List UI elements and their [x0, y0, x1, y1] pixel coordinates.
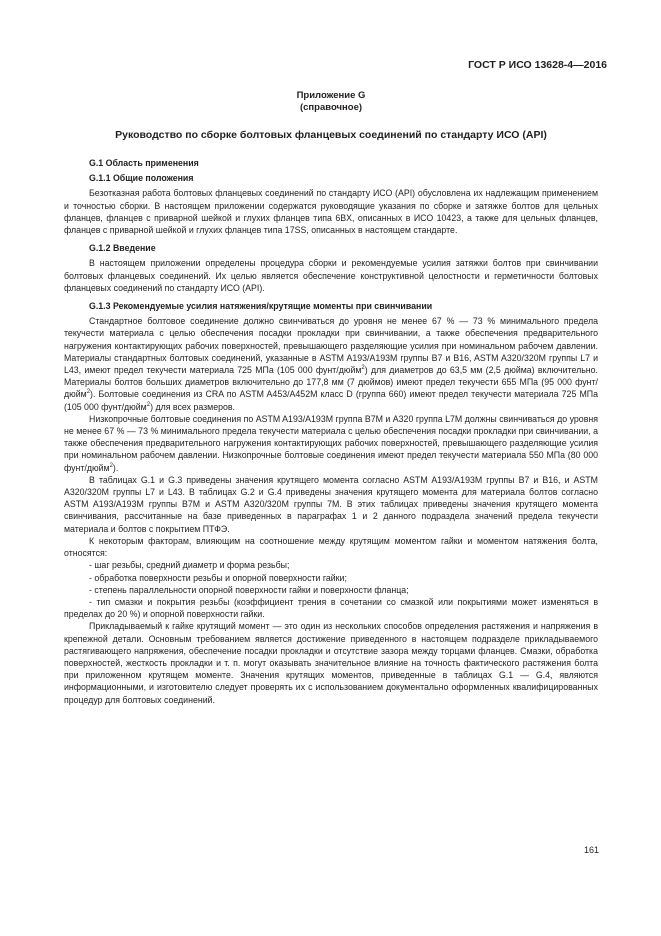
factors-list: [64, 559, 598, 620]
document-body: [64, 157, 598, 706]
paragraph-low-strength-bolting: Низкопрочные болтовые соединения по ASTM A193/A193M группа B7M и A320 группа L7M должны свинчиваться до уровня не менее 67 % — 73 % минимального предела текучести материала с целью обеспечения посадки прокладки при свинчивании, а также обеспечения предварительного нагружения контактирующих рабочих поверхностей, превышающего разделяющие усилия при номинальном рабочем давлении. Низкопрочные болтовые соединения имеют предел текучести материала 550 МПа (80 000 фунт/дюйм$^2$).: [64, 413, 598, 473]
document-code: ГОСТ Р ИСО 13628-4—2016: [468, 59, 607, 71]
section-heading-g12: G.1.2 Введение: [89, 243, 156, 254]
paragraph-applied-torque: Прикладываемый к гайке крутящий момент — это один из нескольких способов определения растяжения и напряжения в крепежной детали. Основным требованием является достижение приведенного в настоящем подразделе прикладываемого растягивающего напряжения, обеспечение посадки прокладки и отсутствие зазора между торцами фланцев. Смазки, обработка поверхностей, жесткость прокладки и т. п. могут оказывать значительное влияние на точность фактического растяжения болта при приложенном крутящем моменте. Значения крутящих моментов, приведенные в таблицах G.1 — G.4, являются информационными, и изготовителю следует проверять их с использованием документально оформленных квалифицированных процедур для болтовых соединений.: [64, 621, 598, 705]
section-heading-g13: G.1.3 Рекомендуемые усилия натяжения/крутящие моменты при свинчивании: [89, 301, 433, 312]
list-item: - обработка поверхности резьбы и опорной поверхности гайки;: [89, 572, 347, 583]
paragraph-factors-intro: К некоторым факторам, влияющим на соотношение между крутящим моментом гайки и моментом натяжения болта, относятся:: [64, 535, 598, 559]
annex-heading: [64, 90, 598, 114]
list-item: - степень параллельности опорной поверхности гайки и поверхности фланца;: [89, 584, 409, 595]
page-title: Руководство по сборке болтовых фланцевых соединений по стандарту ИСО (API): [115, 129, 547, 141]
list-item: - шаг резьбы, средний диаметр и форма резьбы;: [89, 560, 290, 571]
section-heading-g11: G.1.1 Общие положения: [89, 173, 194, 184]
page-number: 161: [583, 845, 599, 855]
paragraph-g11: Безотказная работа болтовых фланцевых соединений по стандарту ИСО (API) обусловлена их надлежащим применением и точностью сборки. В настоящем приложении содержатся руководящие указания по сборке и затяжке болтов для цельных фланцев, фланцев с приварной шейкой и глухих фланцев типа 6BX, описанных в ИСО 10423, а также для цельных фланцев, фланцев с приварной шейкой и глухих фланцев типа 17SS, описанных в настоящем стандарте.: [64, 188, 598, 236]
paragraph-torque-tables: В таблицах G.1 и G.3 приведены значения крутящего момента согласно ASTM A193/A193M группы B7 и B16, и ASTM A320/320M группы L7 и L43. В таблицах G.2 и G.4 приведены значения крутящего момента для материала болтов согласно ASTM A193/A193M группы B7M и ASTM A320/320M группы 7M. В этих таблицах приведены значения крутящего момента свинчивания, рассчитанные на базе приведенных в параграфах 1 и 2 данного подраздела значений предела текучести материала и болтов с покрытием ПТФЭ.: [64, 474, 598, 534]
list-item: - тип смазки и покрытия резьбы (коэффициент трения в сочетании со смазкой или покрытиями может изменяться в пределах до 20 %) и опорной поверхности гайки.: [64, 596, 598, 620]
annex-subtitle: (справочное): [299, 102, 363, 113]
paragraph-standard-bolting: Стандартное болтовое соединение должно свинчиваться до уровня не менее 67 % — 73 % минимального предела текучести материала с целью обеспечения посадки прокладки при свинчивании, а также обеспечения предварительного нагружения контактирующих рабочих поверхностей, превышающего разделяющие усилия при номинальном рабочем давлении. Материалы стандартных болтовых соединений, указанные в ASTM A193/A193M группы B7 и B16, ASTM A320/320M группы L7 и L43, имеют предел текучести материала 725 МПа (105 000 фунт/дюйм$^2$) для диаметров до 63,5 мм (2,5 дюйма) включительно. Материалы болтов больших диаметров включительно до 177,8 мм (7 дюймов) имеют предел текучести 655 МПа (95 000 фунт/дюйм$^2$). Болтовые соединения из CRA по ASTM A453/A452M класс D (группа 660) имеют предел текучести материала 725 МПа (105 000 фунт/дюйм$^2$) для всех размеров.: [64, 316, 598, 412]
annex-title: Приложение G: [296, 90, 366, 101]
paragraph-g12: В настоящем приложении определены процедура сборки и рекомендуемые усилия затяжки болтов при свинчивании болтовых фланцевых соединений. Их целью является обеспечение конструктивной целостности и герметичности болтовых фланцевых соединений по стандарту ИСО (API).: [64, 258, 598, 293]
section-heading-g1: G.1 Область применения: [89, 158, 199, 168]
